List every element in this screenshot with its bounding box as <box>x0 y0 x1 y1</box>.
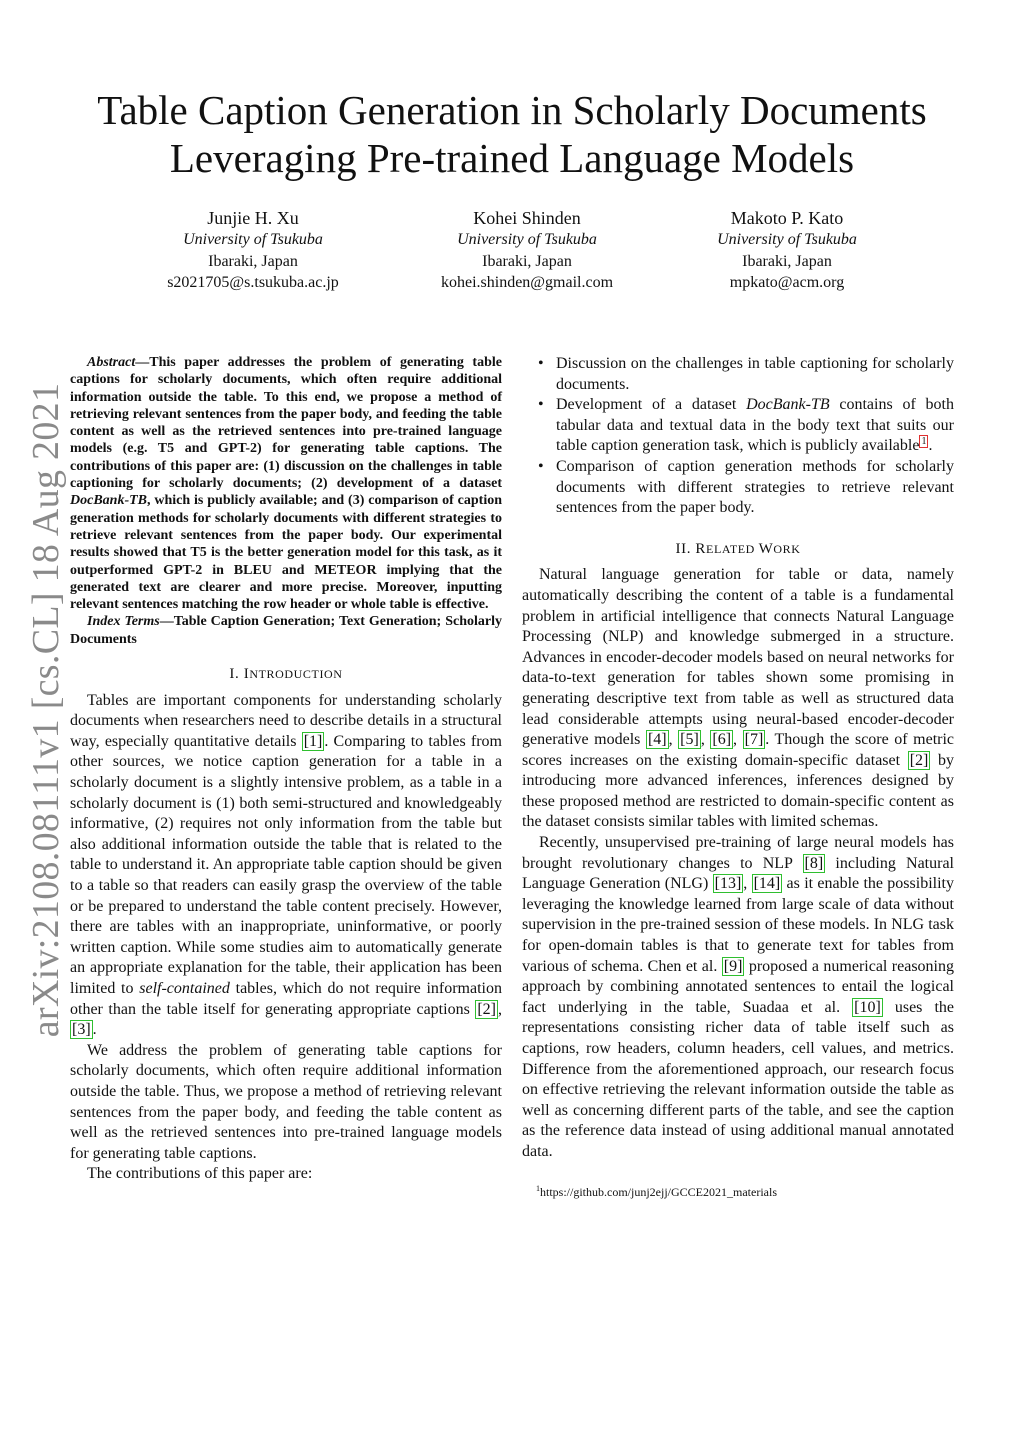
footnote <box>522 1181 954 1200</box>
author-name: Makoto P. Kato <box>730 208 844 228</box>
author-email: s2021705@s.tsukuba.ac.jp <box>167 274 339 291</box>
intro-paragraph-1: Tables are important components for understanding scholarly documents when researchers need to describe details in a structural way, especially quantitative details [1] . Comparing to tables from other sources, we notice caption generation for a table in a scholarly document is a slightly intensive problem, as a table in a scholarly document is (1) both semi-structured and knowledgeably informative, (2) requires not only information from the table but also additional information outside the table that is related to the table to understand it. An appropriate table caption should be given to a table so that readers can easily grasp the overview of the table or be prepared to understand the table content precisely. However, there are tables with an inappropriate, uninformative, or poorly written caption. While some studies aim to automatically generate an appropriate explanation for the table, their application has been limited to self-contained tables, which do not require information other than the table itself for generating appropriate captions [2] , [3] . <box>70 691 502 1039</box>
citation-link[interactable]: [4] <box>647 731 667 749</box>
related-paragraph-1: Natural language generation for table or data, namely automatically describing the content of a table is a fundamental problem in artificial intelligence that connects Natural Language Processing (NLP) and knowledge submerged in a structure. Advances in encoder-decoder models based on neural networks for data-to-text generation for tables shown some promising in generating descriptive text from table as well as structured data lead considerable attempts using neural-based encoder-decoder generative models [4] , [5] , [6] , [7] . Though the score of metric scores increases on the existing domain-specific dataset [2] by introducing more advanced inferences, inferences designed by these proposed method are restricted to domain-specific content as the dataset consists similar tables with limited schemas. <box>522 566 955 831</box>
citation-link[interactable]: [7] <box>744 731 764 749</box>
author-location: Ibaraki, Japan <box>208 252 298 270</box>
abstract-paragraph: Abstract—This paper addresses the problem of generating table captions for scholarly documents, which often require additional information outside the table. To this end, we propose a method of retrieving relevant sentences from the paper body, and feeding the table content as well as the retrieved sentences into pre-trained language models (e.g. T5 and GPT-2) for generating table captions. The contributions of this paper are: (1) discussion on the challenges in table captioning for scholarly documents; (2) development of a dataset DocBank-TB, which is publicly available; and (3) comparison of caption generation methods for scholarly documents with different strategies to retrieve relevant sentences from the paper body. Our experimental results showed that T5 is the better generation model for this task, as it outperformed GPT-2 in BLEU and METEOR implying that the generated text are clearer and more precise. Moreover, inputting relevant sentences matching the row header or whole table is effective. <box>70 355 502 613</box>
abstract <box>70 354 502 648</box>
author-affiliation: University of Tsukuba <box>457 231 597 248</box>
author-1 <box>123 207 383 294</box>
author-2 <box>397 207 657 294</box>
section-heading-related-work: II. RELATED WORK <box>675 540 801 557</box>
author-email: kohei.shinden@gmail.com <box>440 274 614 291</box>
index-terms: Index Terms—Table Caption Generation; Text Generation; Scholarly Documents <box>70 614 502 647</box>
citation-link[interactable]: [14] <box>753 875 781 893</box>
citation-link[interactable]: [2] <box>477 1000 496 1018</box>
footnote-link[interactable]: 1 <box>921 436 927 448</box>
title-line-2: Leveraging Pre-trained Language Models <box>169 135 855 181</box>
author-name: Junjie H. Xu <box>207 208 299 228</box>
citation-link[interactable]: [8] <box>804 854 824 872</box>
arxiv-id-text: arXiv:2108.08111v1 [cs.CL] 18 Aug 2021 <box>25 382 67 1038</box>
author-location: Ibaraki, Japan <box>742 252 832 270</box>
citation-link[interactable]: [10] <box>854 998 881 1016</box>
list-item: • Discussion on the challenges in table captioning for scholarly documents. <box>556 354 954 395</box>
index-terms-label: Index Terms <box>87 614 160 630</box>
author-block <box>0 207 1024 297</box>
citation-link[interactable]: [13] <box>714 875 742 893</box>
footnote-url[interactable]: https://github.com/junj2ejj/GCCE2021_materials <box>540 1184 777 1199</box>
related-paragraph-2: Recently, unsupervised pre-training of large neural models has brought revolutionary changes to NLP [8] including Natural Language Generation (NLG) [13] , [14] as it enable the possibility leveraging the knowledge learned from large scale of data without supervision in the pre-trained session of these models. In NLG task for open-domain tables is that to generate text for tables from various of schema. Chen et al. [9] proposed a numerical reasoning approach by combining annotated sentences to entail the logical fact underlying in the table, Suadaa et al. [10] uses the representations consisting richer data of table itself such as captions, row headers, column headers, cell values, and metrics. Difference from the aforementioned approach, our research focus on effective retrieving the relevant information outside the table as well as concerning different parts of the table, and see the caption as the reference data instead of using additional manual annotated data. <box>522 834 955 1160</box>
intro-paragraph-2: We address the problem of generating table captions for scholarly documents, which often require additional information outside the table. Thus, we propose a method of retrieving relevant sentences from the paper body, and feeding the table content as well as the retrieved sentences into pre-trained language models for generating table captions. <box>70 1041 502 1162</box>
contributions-list <box>522 354 954 519</box>
citation-link[interactable]: [2] <box>909 751 929 769</box>
footnote-mark: 1 <box>536 1183 540 1193</box>
left-column <box>70 354 502 1185</box>
author-affiliation: University of Tsukuba <box>183 231 323 248</box>
citation-link[interactable]: [5] <box>680 731 699 749</box>
title-line-1: Table Caption Generation in Scholarly Documents <box>97 87 927 133</box>
citation-link[interactable]: [9] <box>723 957 743 975</box>
list-item: • Development of a dataset DocBank-TB contains of both tabular data and textual data in the body text that suits our table caption generation task, which is publicly available $^1$ . <box>556 395 954 457</box>
citation-link[interactable]: [6] <box>712 731 732 749</box>
author-email: mpkato@acm.org <box>729 274 845 291</box>
author-3 <box>657 207 917 294</box>
abstract-label: Abstract <box>87 355 136 370</box>
citation-link[interactable]: [1] <box>303 732 323 750</box>
author-affiliation: University of Tsukuba <box>717 231 857 248</box>
author-name: Kohei Shinden <box>473 208 581 228</box>
right-column <box>522 354 954 1200</box>
dataset-name: DocBank-TB <box>70 493 147 509</box>
intro-paragraph-3: The contributions of this paper are: <box>87 1165 313 1183</box>
section-heading-introduction: I. INTRODUCTION <box>229 666 343 683</box>
paper-title <box>62 86 962 182</box>
author-location: Ibaraki, Japan <box>482 252 572 270</box>
citation-link[interactable]: [3] <box>72 1021 91 1039</box>
list-item: • Comparison of caption generation methods for scholarly documents with different strategies to retrieve relevant sentences from the paper body. <box>556 457 954 519</box>
